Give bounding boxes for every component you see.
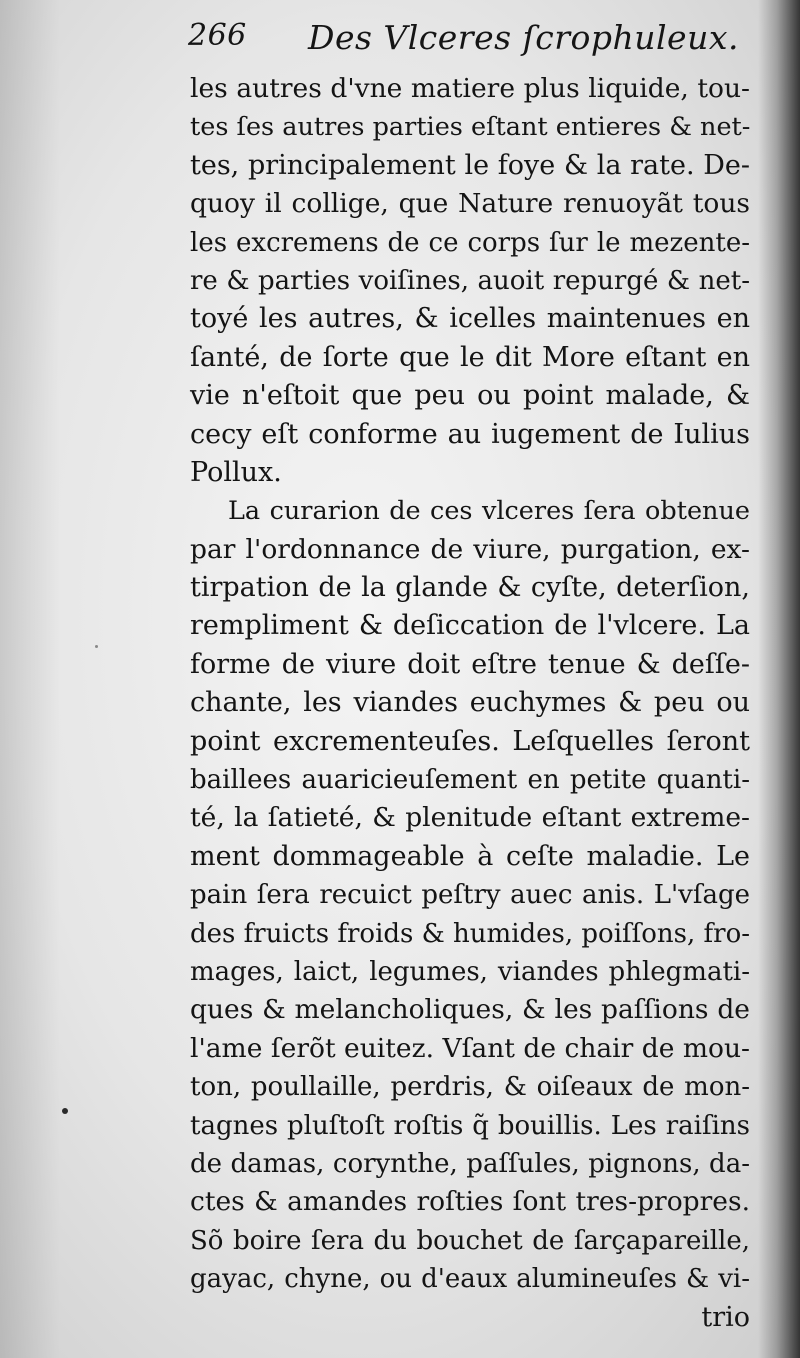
text-line: quoy il collige, que Nature renuoyãt tous bbox=[190, 188, 750, 220]
catchword: trio bbox=[701, 1301, 750, 1333]
text-line: vie n'eſtoit que peu ou point malade, & bbox=[190, 380, 750, 412]
page-header bbox=[188, 12, 748, 70]
text-line: toyé les autres, & icelles maintenues en bbox=[190, 303, 750, 335]
text-line: ton, poullaille, perdris, & oiſeaux de mon- bbox=[190, 1072, 750, 1103]
text-line: pain ſera recuict peſtry auec anis. L'vſage bbox=[190, 880, 750, 911]
text-line: rempliment & deſiccation de l'vlcere. La bbox=[190, 610, 750, 642]
text-line: ment dommageable à ceſte maladie. Le bbox=[190, 840, 750, 872]
text-line: forme de viure doit eſtre tenue & deſſe- bbox=[190, 648, 750, 680]
running-title: Des Vlceres ſcrophuleux. bbox=[308, 18, 739, 57]
text-line: gayac, chyne, ou d'eaux alumineuſes & vi- bbox=[190, 1264, 750, 1295]
ink-speck bbox=[95, 645, 98, 648]
text-line: de damas, corynthe, paſſules, pignons, da- bbox=[190, 1148, 750, 1179]
binding-gutter-shadow bbox=[758, 0, 800, 1358]
text-line: baillees auaricieuſement en petite quanti- bbox=[190, 765, 750, 796]
text-line: Sõ boire ſera du bouchet de ſarçapareille, bbox=[190, 1225, 750, 1256]
page-number: 266 bbox=[188, 18, 247, 53]
text-line: point excrementeuſes. Leſquelles ſeront bbox=[190, 725, 750, 757]
text-line: des fruicts froids & humides, poiſſons, fro- bbox=[190, 918, 751, 949]
body-text bbox=[190, 70, 750, 1337]
text-line: les excremens de ce corps ſur le mezente- bbox=[190, 227, 750, 258]
text-line: les autres d'vne matiere plus liquide, tou- bbox=[190, 73, 750, 104]
text-line: tes, principalement le foye & la rate. De- bbox=[190, 149, 750, 181]
text-line: Pollux. bbox=[190, 456, 282, 488]
page-edge-shadow bbox=[0, 0, 60, 1358]
text-line: chante, les viandes euchymes & peu ou bbox=[190, 687, 750, 719]
text-line: tagnes pluſtoſt roſtis q̃ bouillis. Les raiſins bbox=[190, 1110, 750, 1141]
text-line: re & parties voiſines, auoit repurgé & net- bbox=[190, 265, 750, 296]
ink-speck bbox=[62, 1108, 68, 1114]
text-line: ctes & amandes roſties ſont tres-propres. bbox=[190, 1186, 750, 1218]
paragraph-start-line: La curarion de ces vlceres ſera obtenue bbox=[228, 496, 750, 527]
text-line: tes ſes autres parties eſtant entieres & net- bbox=[190, 112, 751, 143]
text-line: mages, laict, legumes, viandes phlegmati- bbox=[190, 956, 750, 987]
text-line: l'ame ſerõt euitez. Vſant de chair de mou- bbox=[190, 1032, 750, 1064]
text-line: par l'ordonnance de viure, purgation, ex- bbox=[190, 533, 750, 565]
text-line: té, la ſatieté, & plenitude eſtant extreme- bbox=[190, 802, 750, 834]
text-line: ques & melancholiques, & les paſſions de bbox=[190, 994, 750, 1026]
text-line: tirpation de la glande & cyſte, deterſion, bbox=[190, 572, 750, 604]
text-line: cecy eſt conforme au iugement de Iulius bbox=[190, 418, 750, 450]
text-line: ſanté, de ſorte que le dit More eſtant en bbox=[190, 341, 750, 373]
